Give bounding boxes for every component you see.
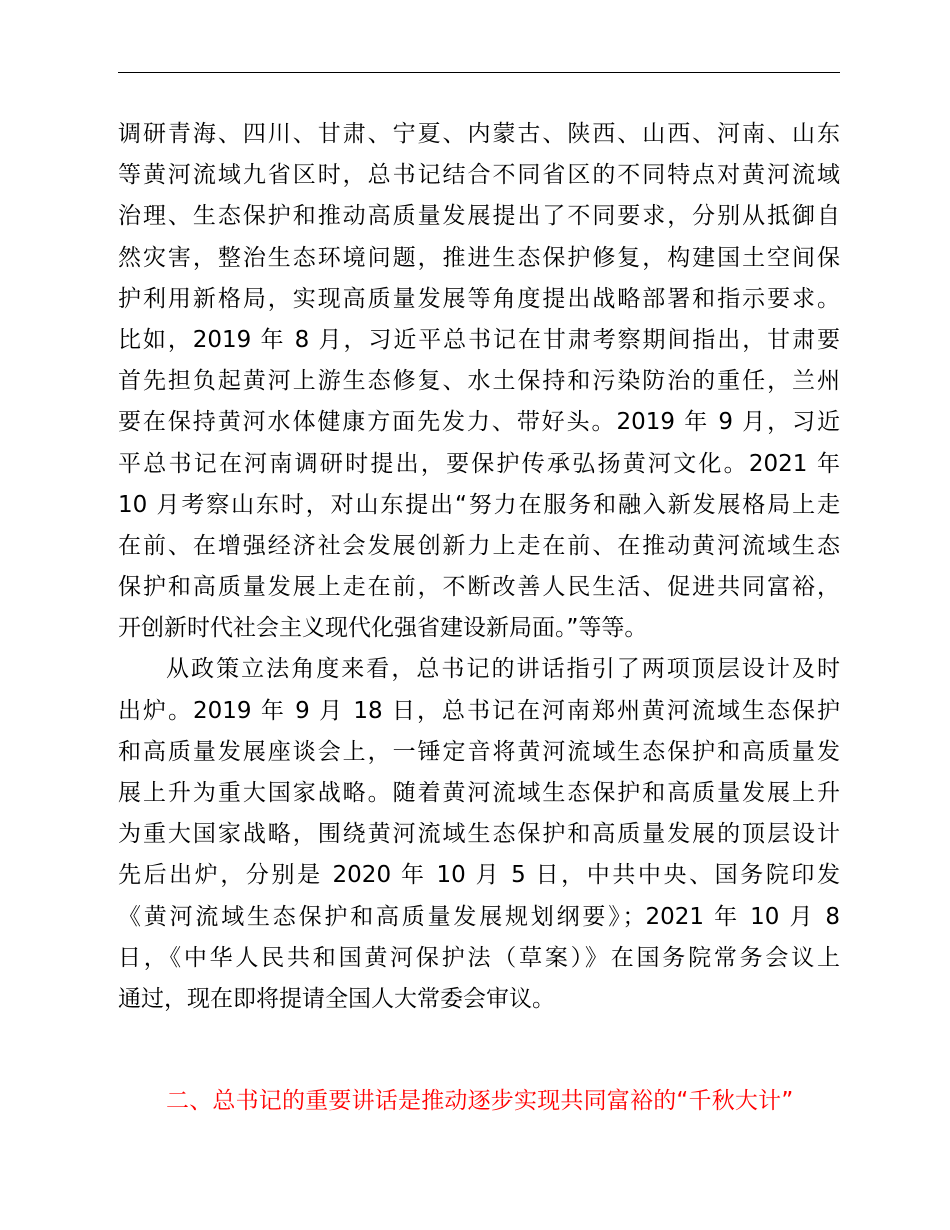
text-line: 《黄河流域生态保护和高质量发展规划纲要》；2021 年 10 月 8	[118, 903, 840, 930]
document-body	[118, 114, 840, 1020]
text-line: 比如，2019 年 8 月，习近平总书记在甘肃考察期间指出，甘肃要	[118, 326, 840, 353]
text-line: 出炉。2019 年 9 月 18 日，总书记在河南郑州黄河流域生态保护	[118, 697, 840, 724]
paragraph-1	[118, 114, 840, 649]
text-line: 保护和高质量发展上走在前，不断改善人民生活、促进共同富裕，	[118, 574, 840, 601]
text-line: 等黄河流域九省区时，总书记结合不同省区的不同特点对黄河流域	[118, 162, 840, 189]
text-line: 从政策立法角度来看，总书记的讲话指引了两项顶层设计及时	[166, 656, 840, 683]
text-line: 然灾害，整治生态环境问题，推进生态保护修复，构建国土空间保	[118, 244, 840, 271]
text-line: 要在保持黄河水体健康方面先发力、带好头。2019 年 9 月，习近	[118, 409, 840, 436]
text-line: 治理、生态保护和推动高质量发展提出了不同要求，分别从抵御自	[118, 203, 840, 230]
text-line: 为重大国家战略，围绕黄河流域生态保护和高质量发展的顶层设计	[118, 821, 840, 848]
paragraph-2	[118, 649, 840, 1020]
text-line: 和高质量发展座谈会上，一锤定音将黄河流域生态保护和高质量发	[118, 738, 840, 765]
text-line: 开创新时代社会主义现代化强省建设新局面。”等等。	[118, 615, 648, 642]
text-line: 日，《中华人民共和国黄河保护法（草案）》在国务院常务会议上	[118, 944, 840, 971]
text-line: 首先担负起黄河上游生态修复、水土保持和污染防治的重任，兰州	[118, 368, 840, 395]
text-line: 先后出炉，分别是 2020 年 10 月 5 日，中共中央、国务院印发	[118, 862, 840, 889]
text-line: 展上升为重大国家战略。随着黄河流域生态保护和高质量发展上升	[118, 780, 840, 806]
header-rule	[118, 72, 840, 73]
text-line: 调研青海、四川、甘肃、宁夏、内蒙古、陕西、山西、河南、山东	[118, 121, 840, 147]
text-line: 平总书记在河南调研时提出，要保护传承弘扬黄河文化。2021 年	[118, 450, 840, 477]
text-line: 护利用新格局，实现高质量发展等角度提出战略部署和指示要求。	[118, 285, 840, 312]
section-heading: 二、总书记的重要讲话是推动逐步实现共同富裕的“千秋大计”	[166, 1088, 794, 1114]
text-line: 通过，现在即将提请全国人大常委会审议。	[118, 985, 555, 1012]
text-line: 10 月考察山东时，对山东提出“努力在服务和融入新发展格局上走	[118, 491, 840, 518]
text-line: 在前、在增强经济社会发展创新力上走在前、在推动黄河流域生态	[118, 532, 840, 559]
